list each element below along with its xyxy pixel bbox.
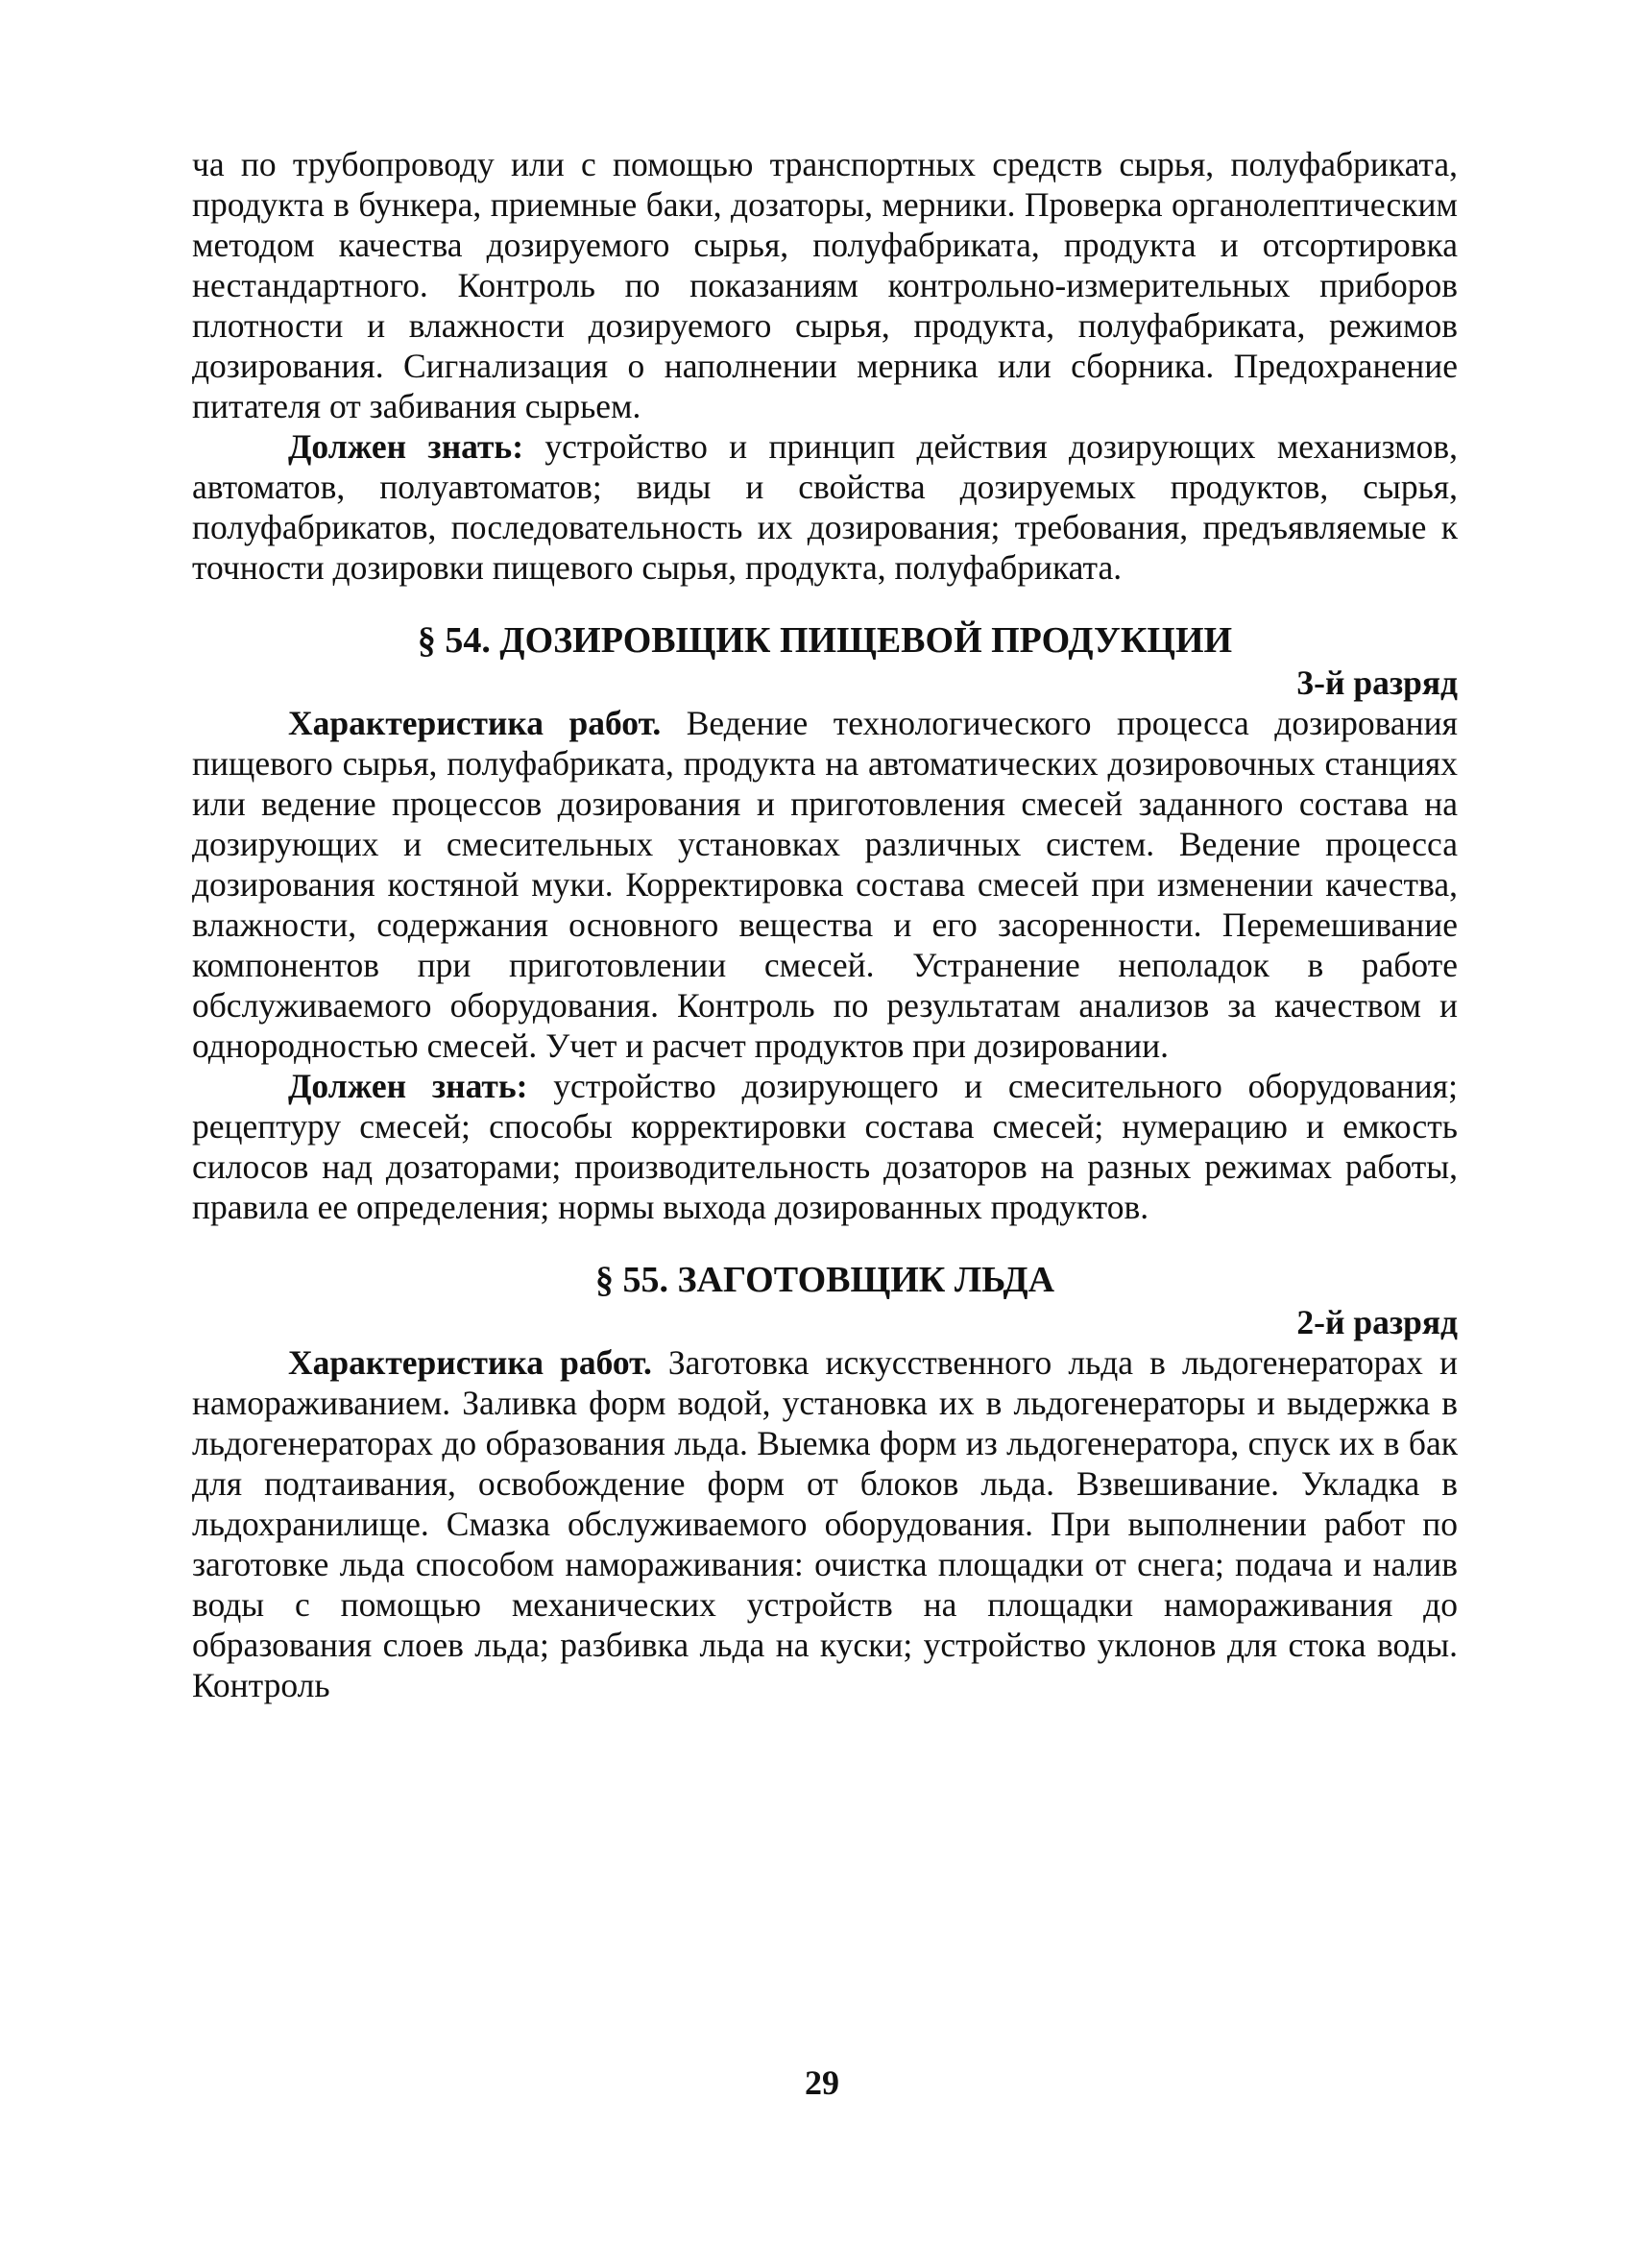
- must-know-label: Должен знать:: [288, 1067, 528, 1105]
- work-characteristics-text: Ведение технологического процесса дозирования пищевого сырья, полуфабриката, продукта на автоматических дозировочных станциях или ведение процессов дозирования и приготовления смесей заданного состава на дозирующих и смесительных установках различных систем. Ведение процесса дозирования костяной муки. Корректировка состава смесей при изменении качества, влажности, содержания основного вещества и его засоренности. Перемешивание компонентов при приготовлении смесей. Устранение неполадок в работе обслуживаемого оборудования. Контроль по результатам анализов за качеством и однородностью смесей. Учет и расчет продуктов при дозировании.: [192, 704, 1458, 1065]
- section-54-must-know: [192, 1066, 1458, 1227]
- section-55-heading: § 55. ЗАГОТОВЩИК ЛЬДА: [594, 1260, 1055, 1300]
- section-54-heading: § 54. ДОЗИРОВЩИК ПИЩЕВОЙ ПРОДУКЦИИ: [417, 620, 1233, 661]
- page-number: 29: [805, 2063, 839, 2102]
- work-characteristics-text: Заготовка искусственного льда в льдогенераторах и намораживанием. Заливка форм водой, установка их в льдогенераторы и выдержка в льдогенераторах до образования льда. Выемка форм из льдогенератора, спуск их в бак для подтаивания, освобождение форм от блоков льда. Взвешивание. Укладка в льдохранилище. Смазка обслуживаемого оборудования. При выполнении работ по заготовке льда способом намораживания: очистка площадки от снега; подача и налив воды с помощью механических устройств на площадки намораживания до образования слоев льда; разбивка льда на куски; устройство уклонов для стока воды. Контроль: [192, 1343, 1458, 1704]
- intro-paragraph-knowledge: [192, 426, 1458, 588]
- must-know-text: устройство и принцип действия дозирующих механизмов, автоматов, полуавтоматов; виды и свойства дозируемых продуктов, сырья, полуфабрикатов, последовательность их дозирования; требования, предъявляемые к точности дозировки пищевого сырья, продукта, полуфабриката.: [192, 427, 1458, 587]
- section-55-rank: 2-й разряд: [1296, 1303, 1458, 1341]
- section-54-rank: 3-й разряд: [1296, 664, 1458, 702]
- intro-paragraph-duties: ча по трубопроводу или с помощью транспортных средств сырья, полуфабриката, продукта в бункера, приемные баки, дозаторы, мерники. Проверка органолептическим методом качества дозируемого сырья, полуфабриката, продукта и отсортировка нестандартного. Контроль по показаниям контрольно-измерительных приборов плотности и влажности дозируемого сырья, продукта, полуфабриката, режимов дозирования. Сигнализация о наполнении мерника или сборника. Предохранение питателя от забивания сырьем.: [192, 145, 1458, 425]
- section-54-work-characteristics: [192, 703, 1458, 1066]
- must-know-label: Должен знать:: [288, 427, 524, 466]
- must-know-text: устройство дозирующего и смесительного оборудования; рецептуру смесей; способы корректировки состава смесей; нумерацию и емкость силосов над дозаторами; производительность дозаторов на разных режимах работы, правила ее определения; нормы выхода дозированных продуктов.: [192, 1067, 1458, 1226]
- work-characteristics-label: Характеристика работ.: [288, 704, 662, 742]
- work-characteristics-label: Характеристика работ.: [288, 1343, 652, 1382]
- page-content: [192, 144, 1458, 1705]
- section-55-work-characteristics: [192, 1342, 1458, 1705]
